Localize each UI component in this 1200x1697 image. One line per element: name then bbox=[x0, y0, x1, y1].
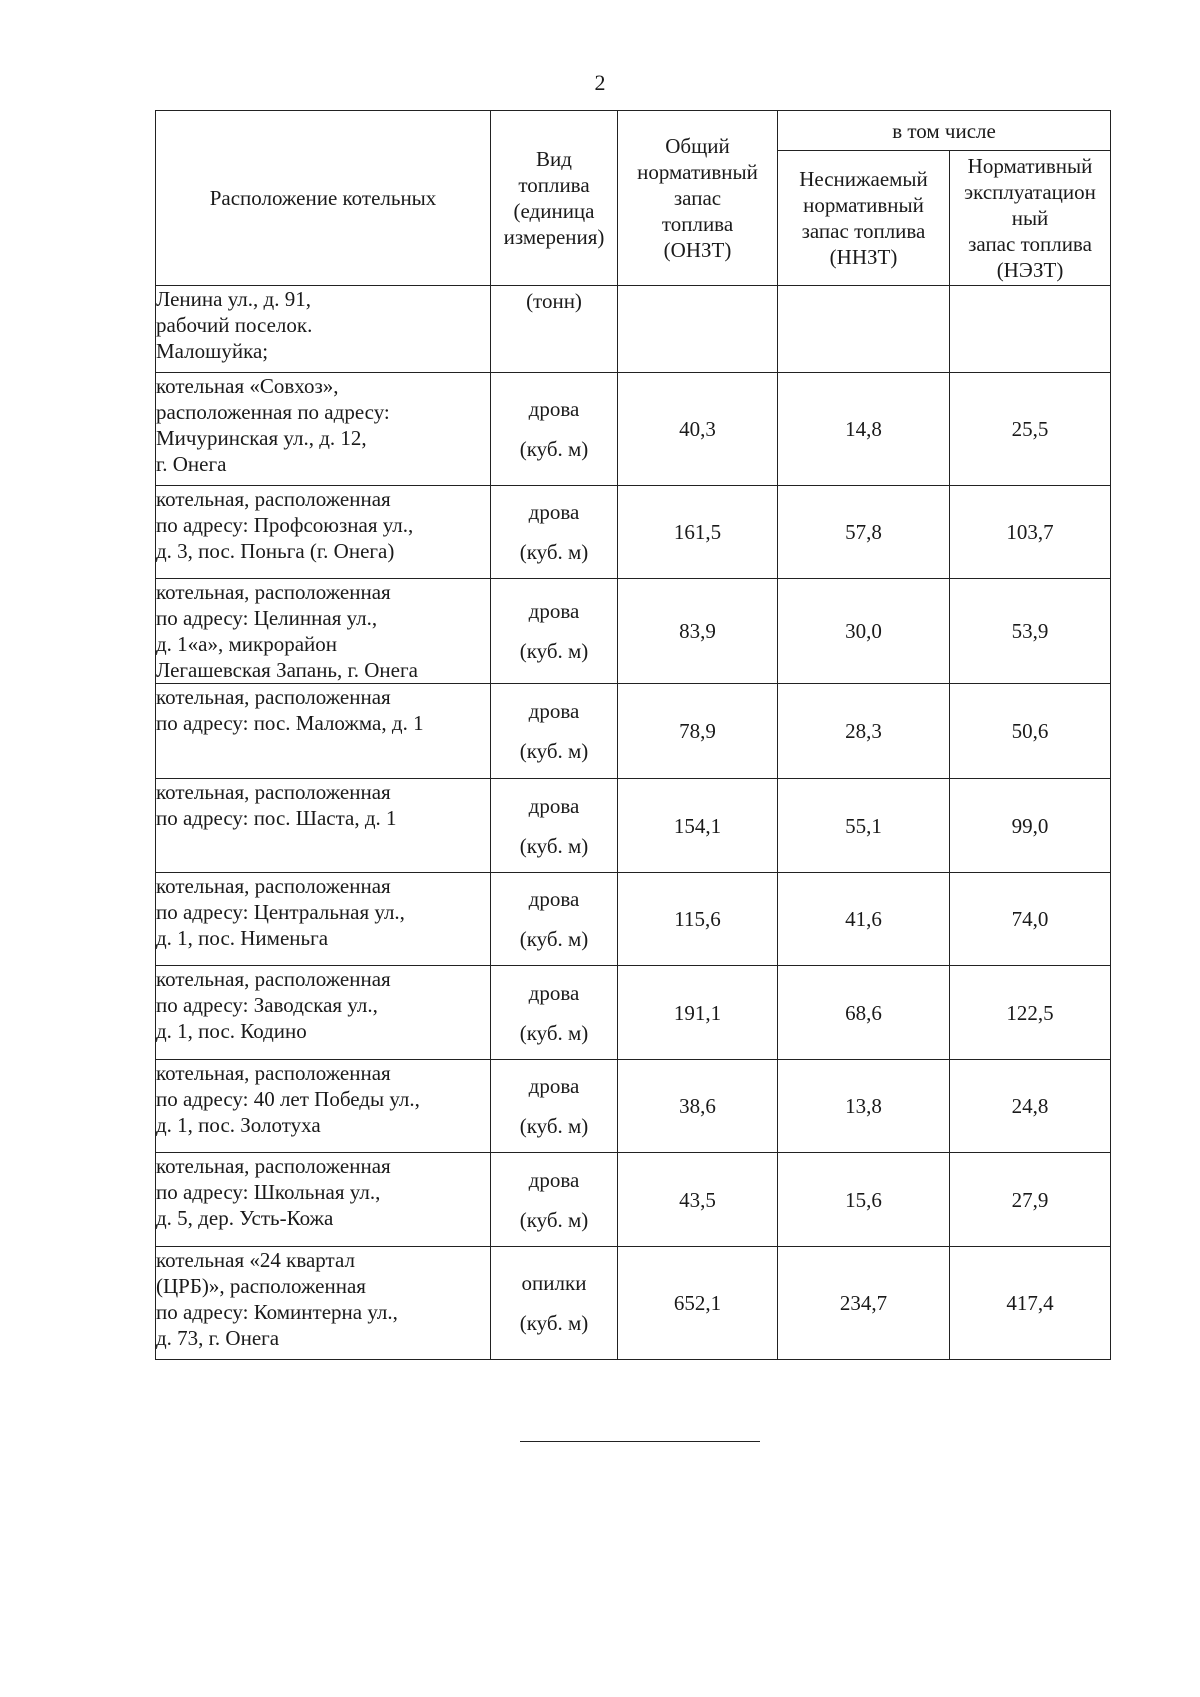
cell-nezt: 25,5 bbox=[950, 373, 1111, 486]
cell-total: 161,5 bbox=[618, 486, 778, 579]
text-line: нормативный bbox=[637, 160, 758, 184]
text-line: (куб. м) bbox=[519, 739, 589, 763]
cell-nezt: 53,9 bbox=[950, 579, 1111, 684]
text-line: г. Онега bbox=[156, 452, 227, 476]
cell-nezt: 74,0 bbox=[950, 873, 1111, 966]
text-line: (единица bbox=[513, 199, 595, 223]
cell-nezt: 99,0 bbox=[950, 779, 1111, 873]
text-line: опилки bbox=[521, 1271, 587, 1295]
text-line: по адресу: Целинная ул., bbox=[156, 606, 378, 630]
text-line: д. 5, дер. Усть-Кожа bbox=[156, 1206, 334, 1230]
text-line: по адресу: Коминтерна ул., bbox=[156, 1300, 398, 1324]
text-line: (НЭЗТ) bbox=[996, 258, 1064, 282]
cell-fuel-type bbox=[491, 486, 618, 579]
table-row bbox=[156, 684, 1111, 779]
text-line: топлива bbox=[518, 173, 590, 197]
text-line: котельная, расположенная bbox=[156, 967, 391, 991]
page-number: 2 bbox=[594, 70, 606, 95]
text-line: дрова bbox=[528, 793, 580, 818]
text-line: (куб. м) bbox=[519, 833, 589, 858]
cell-nnzt: 14,8 bbox=[778, 373, 950, 486]
text-line: (куб. м) bbox=[519, 437, 589, 461]
text-line: (куб. м) bbox=[519, 1020, 589, 1045]
cell-fuel-type bbox=[491, 779, 618, 873]
text-line: (куб. м) bbox=[519, 540, 589, 564]
text-line: Нормативный bbox=[967, 154, 1093, 178]
cell-fuel-type bbox=[491, 579, 618, 684]
table-row bbox=[156, 286, 1111, 373]
text-line: рабочий поселок. bbox=[156, 313, 313, 337]
text-line: дрова bbox=[528, 1167, 580, 1192]
cell-location bbox=[156, 579, 491, 684]
text-line: котельная «Совхоз», bbox=[156, 374, 339, 398]
cell-total: 154,1 bbox=[618, 779, 778, 873]
text-line: дрова bbox=[528, 1074, 580, 1098]
table-row bbox=[156, 873, 1111, 966]
text-line: д. 3, пос. Поньга (г. Онега) bbox=[156, 539, 395, 563]
text-line: по адресу: Профсоюзная ул., bbox=[156, 513, 414, 537]
text-line: (ОНЗТ) bbox=[663, 238, 732, 262]
header-nezt bbox=[950, 151, 1111, 286]
cell-nnzt bbox=[778, 286, 950, 373]
cell-location bbox=[156, 286, 491, 373]
text-line: запас bbox=[673, 186, 722, 210]
table-row bbox=[156, 486, 1111, 579]
cell-nezt bbox=[950, 286, 1111, 373]
text-line: дрова bbox=[528, 699, 580, 723]
cell-location bbox=[156, 373, 491, 486]
text-line: расположенная по адресу: bbox=[156, 400, 390, 424]
cell-total: 38,6 bbox=[618, 1060, 778, 1153]
cell-nezt: 122,5 bbox=[950, 966, 1111, 1060]
table-body bbox=[156, 286, 1111, 1360]
text-line: д. 1, пос. Золотуха bbox=[156, 1113, 321, 1137]
cell-location bbox=[156, 486, 491, 579]
text-line: запас топлива bbox=[968, 232, 1092, 256]
text-line: Неснижаемый bbox=[799, 167, 928, 191]
table-row bbox=[156, 1247, 1111, 1360]
text-line: д. 73, г. Онега bbox=[156, 1326, 280, 1350]
cell-nnzt: 13,8 bbox=[778, 1060, 950, 1153]
text-line: Общий bbox=[665, 134, 730, 158]
table-row bbox=[156, 966, 1111, 1060]
text-line: по адресу: 40 лет Победы ул., bbox=[156, 1087, 420, 1111]
text-line: измерения) bbox=[503, 225, 605, 249]
text-line: (куб. м) bbox=[519, 639, 589, 663]
text-line: Вид bbox=[536, 147, 572, 171]
cell-total bbox=[618, 286, 778, 373]
cell-nezt: 27,9 bbox=[950, 1153, 1111, 1247]
cell-nnzt: 57,8 bbox=[778, 486, 950, 579]
header-location: Расположение котельных bbox=[156, 111, 491, 286]
text-line: по адресу: Школьная ул., bbox=[156, 1180, 381, 1204]
text-line: (ННЗТ) bbox=[829, 245, 898, 269]
cell-fuel-type bbox=[491, 684, 618, 779]
cell-total: 652,1 bbox=[618, 1247, 778, 1360]
table-row bbox=[156, 1153, 1111, 1247]
cell-nezt: 103,7 bbox=[950, 486, 1111, 579]
text-line: (куб. м) bbox=[519, 1114, 589, 1138]
text-line: Малошуйка; bbox=[156, 339, 269, 363]
cell-total: 115,6 bbox=[618, 873, 778, 966]
text-line: дрова bbox=[528, 599, 580, 623]
table-row bbox=[156, 779, 1111, 873]
cell-nnzt: 41,6 bbox=[778, 873, 950, 966]
text-line: по адресу: пос. Шаста, д. 1 bbox=[156, 806, 397, 830]
cell-nnzt: 68,6 bbox=[778, 966, 950, 1060]
text-line: по адресу: Заводская ул., bbox=[156, 993, 378, 1017]
text-line: котельная, расположенная bbox=[156, 487, 391, 511]
table-row bbox=[156, 373, 1111, 486]
text-line: нормативный bbox=[803, 193, 924, 217]
text-line: (куб. м) bbox=[519, 1311, 589, 1335]
cell-nezt: 417,4 bbox=[950, 1247, 1111, 1360]
header-fuel-type bbox=[491, 111, 618, 286]
cell-location bbox=[156, 1247, 491, 1360]
text-line: (куб. м) bbox=[519, 1207, 589, 1232]
cell-fuel-type bbox=[491, 1060, 618, 1153]
text-line: котельная, расположенная bbox=[156, 874, 391, 898]
text-line: Легашевская Запань, г. Онега bbox=[156, 658, 418, 682]
header-total-reserve bbox=[618, 111, 778, 286]
text-line: котельная, расположенная bbox=[156, 1154, 391, 1178]
text-line: дрова bbox=[528, 887, 580, 911]
text-line: (ЦРБ)», расположенная bbox=[156, 1274, 366, 1298]
cell-total: 43,5 bbox=[618, 1153, 778, 1247]
cell-location bbox=[156, 1060, 491, 1153]
text-line: котельная, расположенная bbox=[156, 580, 391, 604]
cell-location bbox=[156, 873, 491, 966]
cell-location bbox=[156, 1153, 491, 1247]
cell-fuel-type bbox=[491, 1247, 618, 1360]
text-line: по адресу: Центральная ул., bbox=[156, 900, 405, 924]
text-line: запас топлива bbox=[801, 219, 926, 243]
text-line: д. 1, пос. Кодино bbox=[156, 1019, 307, 1043]
header-nnzt bbox=[778, 151, 950, 286]
cell-location bbox=[156, 684, 491, 779]
cell-nnzt: 234,7 bbox=[778, 1247, 950, 1360]
cell-total: 83,9 bbox=[618, 579, 778, 684]
cell-location bbox=[156, 966, 491, 1060]
text-line: дрова bbox=[528, 397, 580, 421]
text-line: топлива bbox=[661, 212, 734, 236]
cell-nnzt: 30,0 bbox=[778, 579, 950, 684]
cell-nnzt: 55,1 bbox=[778, 779, 950, 873]
text-line: котельная, расположенная bbox=[156, 780, 391, 804]
cell-total: 78,9 bbox=[618, 684, 778, 779]
text-line: котельная, расположенная bbox=[156, 685, 391, 709]
text-line: дрова bbox=[528, 500, 580, 524]
cell-nezt: 50,6 bbox=[950, 684, 1111, 779]
cell-location bbox=[156, 779, 491, 873]
table-header bbox=[156, 111, 1111, 286]
fuel-reserve-table bbox=[155, 110, 1111, 1360]
cell-fuel-type bbox=[491, 873, 618, 966]
text-line: котельная, расположенная bbox=[156, 1061, 391, 1085]
cell-total: 191,1 bbox=[618, 966, 778, 1060]
cell-fuel-type bbox=[491, 966, 618, 1060]
end-rule bbox=[520, 1441, 760, 1442]
text-line: д. 1, пос. Нименьга bbox=[156, 926, 329, 950]
text-line: по адресу: пос. Маложма, д. 1 bbox=[156, 711, 424, 735]
text-line: Мичуринская ул., д. 12, bbox=[156, 426, 367, 450]
table-row bbox=[156, 1060, 1111, 1153]
cell-fuel-type bbox=[491, 1153, 618, 1247]
cell-nnzt: 15,6 bbox=[778, 1153, 950, 1247]
text-line: дрова bbox=[528, 980, 580, 1005]
text-line: ный bbox=[1011, 206, 1049, 230]
text-line: Ленина ул., д. 91, bbox=[156, 287, 311, 311]
cell-fuel-type bbox=[491, 286, 618, 373]
text-line: (куб. м) bbox=[519, 927, 589, 951]
cell-fuel-type bbox=[491, 373, 618, 486]
text-line: (тонн) bbox=[526, 289, 582, 313]
cell-nnzt: 28,3 bbox=[778, 684, 950, 779]
table-row bbox=[156, 579, 1111, 684]
header-including: в том числе bbox=[778, 111, 1111, 151]
cell-nezt: 24,8 bbox=[950, 1060, 1111, 1153]
text-line: котельная «24 квартал bbox=[156, 1248, 355, 1272]
text-line: эксплуатацион bbox=[964, 180, 1096, 204]
text-line: д. 1«а», микрорайон bbox=[156, 632, 338, 656]
cell-total: 40,3 bbox=[618, 373, 778, 486]
